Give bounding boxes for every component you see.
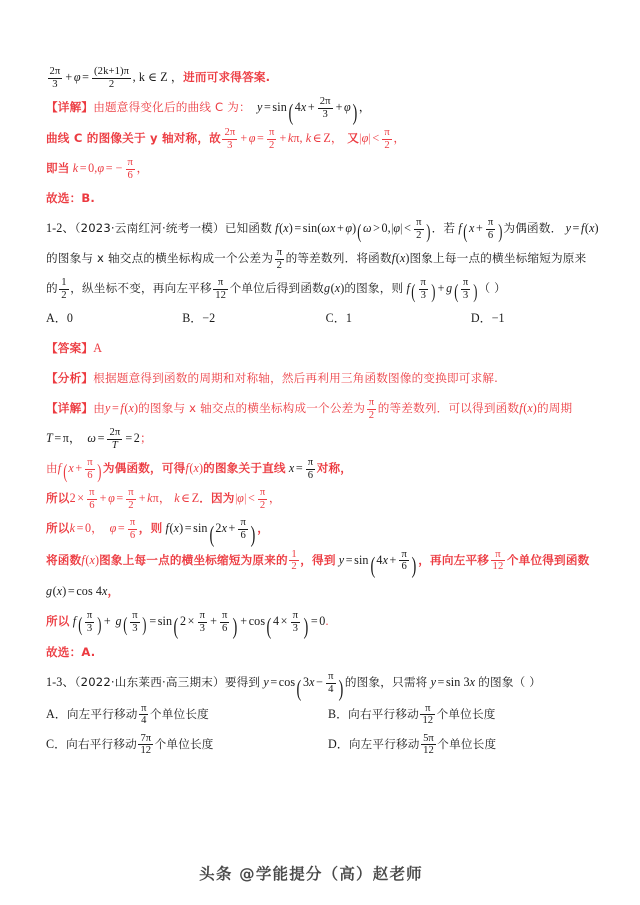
stem-b: 的图象，只需将 xyxy=(344,675,428,690)
solution-1-2-g-line xyxy=(46,576,598,606)
tr-c: ，得到 xyxy=(300,552,336,567)
tr-fx: f(x) xyxy=(81,552,100,567)
so-a: 所以 xyxy=(46,491,70,506)
k-b: ，则 xyxy=(138,521,163,536)
detail-label: 【详解】 xyxy=(46,100,94,114)
problem-source: （2022·山东莱西·高三期末） xyxy=(74,675,225,690)
answer-label: 【答案】 xyxy=(46,341,94,356)
detail-fx: f(x) xyxy=(519,401,537,416)
solution-1-2-so-line xyxy=(46,483,598,513)
stem-text-3: 为偶函数． xyxy=(503,221,563,236)
stem-line3-gx: g(x) xyxy=(323,281,345,296)
stem-formula-3: y = f(x) xyxy=(565,221,599,236)
detail-b: 的图象与 x 轴交点的横坐标构成一个公差为 xyxy=(138,401,366,416)
stem-formula-2: y = sin 3x xyxy=(430,675,476,690)
detail-label: 【详解】 xyxy=(46,401,94,416)
symmetry-text: 曲线 C 的图像关于 y 轴对称，故 xyxy=(46,131,221,146)
solution-1-2-answer-line xyxy=(46,333,598,363)
phi-symbol: φ xyxy=(73,70,81,84)
option-b-direction: 向右平行移动 xyxy=(348,706,419,721)
solution-1-1-answer xyxy=(46,183,598,213)
common-difference-frac: $\frac{\pi}{2}$ xyxy=(276,247,283,271)
solution-1-2-period-line xyxy=(46,423,598,453)
g-comma: ， xyxy=(107,583,120,598)
final-a: 所以 xyxy=(46,613,70,628)
stem-line2-b: 的等差数列．将函数 xyxy=(285,251,392,266)
tr-b: 图象上每一点的横坐标缩短为原来的 xyxy=(99,552,288,567)
plus-operator: + xyxy=(65,70,73,84)
stem-line3-expr: f( $\frac{\pi}{3}$ ) + g( $\frac{\pi}{3}$ ) xyxy=(406,277,478,304)
symmetry-axis: x = $\frac{\pi}{6}$ xyxy=(288,457,314,481)
final-dot: . xyxy=(325,613,329,628)
detail-c: 的等差数列．可以得到函数 xyxy=(377,401,520,416)
option-a-unit: 个单位长度 xyxy=(149,706,209,721)
phi-bound-formula: |φ| < $\frac{\pi}{2}$ ， xyxy=(359,127,406,151)
k-formula: k = 0， φ = $\frac{\pi}{6}$ xyxy=(69,517,136,541)
stem-a: 要得到 xyxy=(224,675,261,690)
option-c[interactable] xyxy=(46,729,328,759)
shift-frac: $\frac{\pi}{12}$ xyxy=(215,277,227,301)
option-c-label: C． xyxy=(46,736,67,751)
tr-half: $\frac{1}{2}$ xyxy=(291,548,297,573)
stem-line2-c: 图象上每一点的横坐标缩短为原来 xyxy=(409,251,587,266)
option-b[interactable] xyxy=(182,303,325,333)
k-c: ， xyxy=(257,521,270,536)
problem-1-2-stem-line-3 xyxy=(46,273,598,303)
solution-1-1-detail-line-2 xyxy=(46,123,598,153)
k-value-formula: k = 0,φ = − $\frac{\pi}{6}$ ， xyxy=(72,157,149,181)
option-b-label: B． xyxy=(328,706,349,721)
problem-1-2-options xyxy=(46,303,598,333)
option-c-label: C． xyxy=(325,311,346,326)
semicolon: ； xyxy=(139,431,153,446)
solution-1-2-analysis-line xyxy=(46,363,598,393)
stem-formula-1: f(x) = sin(ωx + φ)(ω > 0,|φ| < $\frac{\pi}{2}$ ) xyxy=(275,217,431,244)
frac-denominator: 3 xyxy=(48,78,63,90)
analysis-text: 根据题意得到函数的周期和对称轴，然后再利用三角函数图像的变换即可求解. xyxy=(93,371,499,386)
stem-line3-b: ，纵坐标不变，再向左平移 xyxy=(70,281,212,296)
problem-source: （2023·云南红河·统考一模） xyxy=(74,221,225,236)
tr-formula: y = sin(4x + $\frac{\pi}{6}$ ) xyxy=(338,548,417,579)
stem-line3-d: 的图象，则 xyxy=(344,281,404,296)
option-a-value: 0 xyxy=(66,311,73,326)
solution-1-2-even-line xyxy=(46,453,598,483)
detail-yfx: y = f(x) xyxy=(104,401,139,416)
option-d-label: D． xyxy=(328,736,349,751)
stem-text-2: ．若 xyxy=(431,221,456,236)
solution-1-2-final-line xyxy=(46,606,598,641)
g-formula: g(x) = cos 4x xyxy=(46,583,108,598)
option-a[interactable] xyxy=(46,699,328,729)
option-a-frac: $\frac{\pi}{4}$ xyxy=(141,702,147,727)
option-a-label: A． xyxy=(46,311,67,326)
option-d-frac: $\frac{5\pi}{12}$ xyxy=(423,732,434,757)
option-c-unit: 个单位长度 xyxy=(154,736,214,751)
k-value-text: 即当 xyxy=(46,161,70,176)
problem-1-2-stem-line-2 xyxy=(46,243,598,273)
tr-a: 将函数 xyxy=(46,552,82,567)
answer-text: 故选：B. xyxy=(46,191,96,206)
stem-c: 的图象（ ） xyxy=(478,675,542,690)
option-a-direction: 向左平行移动 xyxy=(66,706,138,721)
frac-denominator: 2 xyxy=(92,78,131,90)
option-d[interactable] xyxy=(328,729,588,759)
answer-text: 故选：A. xyxy=(46,645,96,660)
frac-numerator: (2k+1)π xyxy=(94,66,130,78)
even-b: 为偶函数，可得 xyxy=(102,461,186,476)
solution-1-2-detail-line-1 xyxy=(46,393,598,423)
stem-text-1: 已知函数 xyxy=(224,221,273,236)
frac-numerator: 2π xyxy=(49,66,61,78)
k-fx-formula: f(x) = sin(2x + $\frac{\pi}{6}$ ) xyxy=(165,517,256,548)
tr-e: 个单位得到函数 xyxy=(506,552,590,567)
even-d: 对称， xyxy=(316,461,353,476)
even-fx: f(x) xyxy=(185,461,204,476)
problem-1-3-options-row-2 xyxy=(46,729,598,759)
detail-formula-1: y = sin(4x + $\frac{2\pi}{3}$ + φ)， xyxy=(257,96,371,127)
option-c-direction: 向右平行移动 xyxy=(66,736,137,751)
period-formula: T = π， ω = $\frac{2\pi}{T}$ = 2 xyxy=(46,427,140,451)
symmetry-formula: $\frac{2\pi}{3}$ + φ = $\frac{\pi}{2}$ + kπ, k ∈ Z， xyxy=(224,127,344,151)
tr-shift-frac: $\frac{\pi}{12}$ xyxy=(492,548,504,573)
stem-line2-a: 的图象与 x 轴交点的横坐标构成一个公差为 xyxy=(46,251,274,266)
solution-1-1-detail-line-3 xyxy=(46,153,598,183)
tr-d: ，再向左平移 xyxy=(418,552,490,567)
analysis-label: 【分析】 xyxy=(46,371,94,386)
equals-operator: = xyxy=(82,70,90,84)
option-a-label: A． xyxy=(46,706,67,721)
continuation-formula-line xyxy=(46,62,598,92)
answer-value: A xyxy=(93,341,103,356)
solution-1-2-k-line xyxy=(46,513,598,548)
stem-formula-2: f(x + $\frac{\pi}{6}$ ) xyxy=(458,217,503,244)
so-formula: 2 × $\frac{\pi}{6}$ + φ = $\frac{\pi}{2}$ + kπ， k ∈ Z xyxy=(69,487,200,511)
solution-1-2-transform-line xyxy=(46,545,598,579)
final-formula: f( $\frac{\pi}{3}$ ) + g( $\frac{\pi}{3}$ ) = sin(2 × $\frac{\pi}{3}$ + $\frac{\pi}{6}$ ) + cos(4 × $\frac{\pi}{3}$ ) = 0 xyxy=(72,610,326,641)
stem-line3-a: 的 xyxy=(46,281,58,296)
option-c-frac: $\frac{7\pi}{12}$ xyxy=(140,732,152,757)
problem-1-3-options-row-1 xyxy=(46,699,598,729)
even-formula: f(x + $\frac{\pi}{6}$ ) xyxy=(57,457,102,484)
half-frac: $\frac{1}{2}$ xyxy=(61,277,67,301)
option-c[interactable] xyxy=(326,303,471,333)
solution-1-1-detail-line-1 xyxy=(46,92,598,127)
so-bound: |φ| < $\frac{\pi}{2}$ ， xyxy=(234,487,282,511)
option-b-unit: 个单位长度 xyxy=(436,706,496,721)
problem-1-3-stem xyxy=(46,667,598,702)
option-d-label: D． xyxy=(470,311,492,326)
problem-1-2-stem-line-1 xyxy=(46,213,598,243)
detail-frac: $\frac{\pi}{2}$ xyxy=(368,397,375,421)
even-a: 由 xyxy=(46,461,58,476)
detail-d: 的周期 xyxy=(536,401,573,416)
stem-line2-fx: f(x) xyxy=(391,251,410,266)
option-d-value: −1 xyxy=(491,311,505,326)
footer-watermark: 头条 @学能提分（高）赵老师 xyxy=(199,865,423,883)
k-a: 所以 xyxy=(46,521,70,536)
phi-bound-text: 又 xyxy=(343,131,360,146)
option-a[interactable] xyxy=(46,303,182,333)
continuation-red-tail: 进而可求得答案. xyxy=(183,70,271,84)
option-d-unit: 个单位长度 xyxy=(437,736,497,751)
stem-line3-c: 个单位后得到函数 xyxy=(229,281,324,296)
problem-number: 1-2、 xyxy=(46,221,75,236)
option-b[interactable] xyxy=(328,699,588,729)
option-d[interactable] xyxy=(471,303,598,333)
so-because: ．因为 xyxy=(199,491,235,506)
problem-number: 1-3、 xyxy=(46,675,75,690)
stem-formula: y = cos(3x − $\frac{\pi}{4}$ ) xyxy=(263,671,344,702)
k-in-z: , k ∈ Z ， xyxy=(132,70,184,84)
option-b-frac: $\frac{\pi}{12}$ xyxy=(422,702,434,727)
detail-a: 由 xyxy=(93,401,105,416)
even-c: 的图象关于直线 xyxy=(203,461,286,476)
solution-1-2-answer-tail xyxy=(46,637,598,667)
option-c-value: 1 xyxy=(345,311,352,326)
detail-text: 由题意得变化后的曲线 C 为： xyxy=(93,100,251,114)
option-b-value: −2 xyxy=(202,311,216,326)
continuation-formula xyxy=(46,66,184,90)
option-d-direction: 向左平行移动 xyxy=(348,736,420,751)
option-b-label: B． xyxy=(182,311,203,326)
answer-blank: （ ） xyxy=(478,281,506,296)
